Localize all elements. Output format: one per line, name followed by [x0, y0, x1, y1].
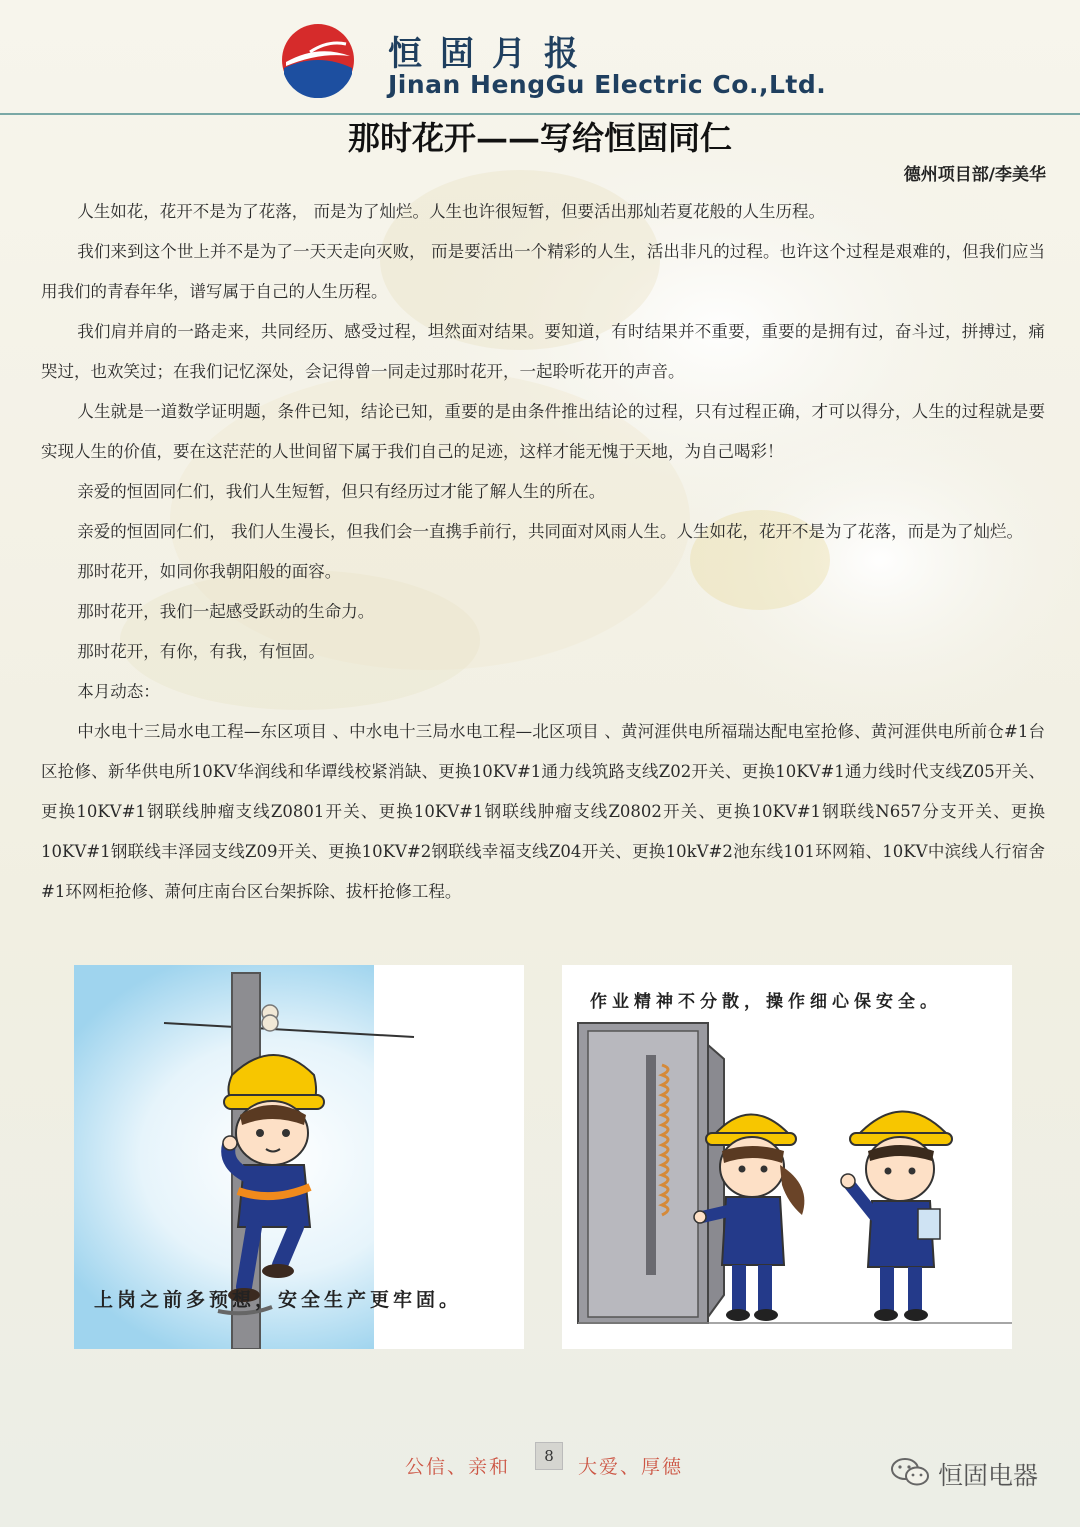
paragraph: 亲爱的恒固同仁们，我们人生短暂，但只有经历过才能了解人生的所在。 — [77, 482, 606, 501]
paragraph: 我们来到这个世上并不是为了一天天走向灭败， 而是要活出一个精彩的人生，活出非凡的过程。也许这个过程是艰难的，但我们应当用我们的青春年华，谱写属于自己的人生历程。 — [41, 242, 1045, 301]
paragraph: 我们肩并肩的一路走来，共同经历、感受过程，坦然面对结果。要知道，有时结果并不重要，重要的是拥有过，奋斗过，拼搏过，痛哭过，也欢笑过；在我们记忆深处，会记得曾一同走过那时花开，一起聆听花开的声音。 — [41, 322, 1045, 381]
motto-right: 大爱、厚德 — [578, 1456, 684, 1478]
paragraph: 那时花开，我们一起感受跃动的生命力。 — [77, 602, 375, 621]
cabinet-workers-illustration — [562, 965, 1012, 1349]
paragraph: 人生如花，花开不是为了花落， 而是为了灿烂。人生也许很短暂，但要活出那灿若夏花般的人生历程。 — [77, 202, 826, 221]
header-divider — [0, 113, 1080, 115]
brand-name-chinese: 恒固月报 — [388, 34, 596, 74]
clipboard-icon — [918, 1209, 940, 1239]
illustration-cabinet-workers — [562, 965, 1012, 1349]
page-footer — [0, 1440, 1080, 1500]
paragraph: 本月动态： — [77, 682, 160, 701]
article-body — [41, 192, 1045, 912]
insulator-icon — [262, 1005, 278, 1031]
safety-caption-left: 上岗之前多预想，安全生产更牢固。 — [94, 1289, 463, 1311]
page-number: 8 — [535, 1442, 563, 1470]
safety-caption-right: 作业精神不分散，操作细心保安全。 — [590, 992, 942, 1012]
paragraph: 那时花开，如同你我朝阳般的面容。 — [77, 562, 342, 581]
illustration-pole-climber — [74, 965, 524, 1349]
paragraph-monthly-news: 中水电十三局水电工程—东区项目 、中水电十三局水电工程—北区项目 、黄河涯供电所福瑞达配电室抢修、黄河涯供电所前仓#1台区抢修、新华供电所10KV华润线和华谭线校紧消缺、更换10KV#1通力线筑路支线Z02开关、更换10KV#1通力线时代支线Z05开关、更换10KV#1钢联线肿瘤支线Z0801开关、更换10KV#1钢联线肿瘤支线Z0802开关、更换10KV#1钢联线N657分支开关、更换10KV#1钢联线丰泽园支线Z09开关、更换10KV#2钢联线幸福支线Z04开关、更换10kV#2池东线101环网箱、10KV中滨线人行宿舍#1环网柜抢修、萧何庄南台区台架拆除、拔杆抢修工程。 — [41, 722, 1045, 901]
article-title: 那时花开——写给恒固同仁 — [347, 119, 732, 157]
wechat-account-watermark — [890, 1450, 1060, 1490]
company-logo-icon — [280, 22, 356, 98]
article-byline: 德州项目部/李美华 — [903, 165, 1046, 185]
wechat-icon — [890, 1456, 930, 1488]
paragraph: 人生就是一道数学证明题，条件已知，结论已知，重要的是由条件推出结论的过程，只有过程正确，才可以得分，人生的过程就是要实现人生的价值，要在这茫茫的人世间留下属于我们自己的足迹，这样才能无愧于天地，为自己喝彩！ — [41, 402, 1045, 461]
motto-left: 公信、亲和 — [405, 1456, 511, 1478]
paragraph: 那时花开，有你，有我，有恒固。 — [77, 642, 325, 661]
newsletter-header — [0, 0, 1080, 118]
brand-name-english: Jinan HengGu Electric Co.,Ltd. — [388, 70, 827, 99]
wechat-account-name: 恒固电器 — [938, 1461, 1039, 1490]
paragraph: 亲爱的恒固同仁们， 我们人生漫长，但我们会一直携手前行，共同面对风雨人生。人生如花，花开不是为了花落，而是为了灿烂。 — [77, 522, 1024, 541]
